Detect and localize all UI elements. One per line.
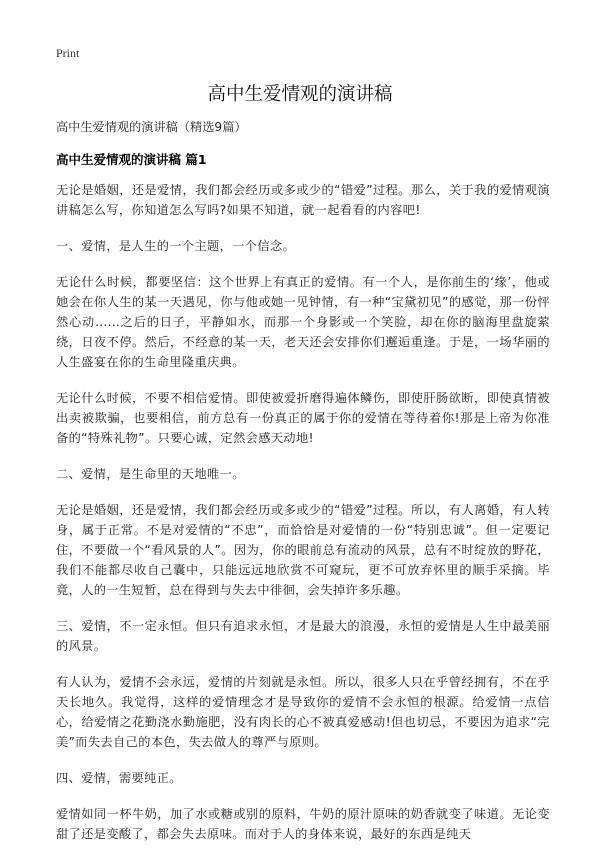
paragraph-point-2-heading: 二、爱情，是生命里的天地唯一。: [56, 467, 245, 481]
paragraph-intro: 无论是婚姻，还是爱情，我们都会经历或多或少的“错爱”过程。那么，关于我的爱情观演讲稿怎么写，你知道怎么写吗?如果不知道，就一起看看的内容吧!: [56, 183, 550, 217]
paragraph: 有人认为，爱情不会永远，爱情的片刻就是永恒。所以，很多人只在乎曾经拥有，不在乎天长地久。我觉得，这样的爱情理念才是导致你的爱情不会永恒的根源。给爱情一点信心，给爱情之花勤浇水勤施肥，没有肉长的心不被真爱感动!但也切忌，不要因为追求“完美”而失去自己的本色，失去做人的尊严与原则。: [56, 675, 550, 749]
paragraph: 无论是婚姻，还是爱情，我们都会经历或多或少的“错爱”过程。所以，有人离婚，有人转身，属于正常。不是对爱情的“不忠”，而恰恰是对爱情的一份“特别忠诚”。但一定要记住，不要做一个“看风景的人”。因为，你的眼前总有流动的风景，总有不时绽放的野花，我们不能都尽收自己囊中，只能远远地欣赏不可窥玩，更不可放弃怀里的顺手采摘。毕竟，人的一生短暂，总在得到与失去中徘徊，会失掉许多乐趣。: [56, 503, 550, 597]
paragraph-point-3-heading: 三、爱情，不一定永恒。但只有追求永恒，才是最大的浪漫，永恒的爱情是人生中最美丽的风景。: [56, 619, 550, 653]
article-body: [56, 180, 550, 860]
paragraph: 无论什么时候，都要坚信：这个世界上有真正的爱情。有一个人，是你前生的‘缘’，他或她会在你人生的某一天遇见，你与他或她一见钟情，有一种“宝黛初见”的感觉，那一份怦然心动……之后的日子，平静如水，而那一个身影或一个笑脸，却在你的脑海里盘旋萦绕，日夜不停。然后，不经意的某一天，老天还会安排你们邂逅重逢。于是，一场华丽的人生盛宴在你的生命里隆重庆典。: [56, 275, 550, 369]
paragraph-point-1-heading: 一、爱情，是人生的一个主题，一个信念。: [56, 239, 296, 253]
paragraph: 爱情如同一杯牛奶，加了水或糖或别的原料，牛奶的原汁原味的奶香就变了味道。无论变甜了还是变酸了，都会失去原味。而对于人的身体来说，最好的东西是纯天: [56, 807, 550, 841]
print-link[interactable]: Print: [56, 46, 80, 60]
page-title: 高中生爱情观的演讲稿: [207, 84, 393, 105]
document-subtitle: 高中生爱情观的演讲稿（精选9篇）: [56, 120, 247, 134]
paragraph: 无论什么时候，不要不相信爱情。即使被爱折磨得遍体鳞伤，即使肝肠欲断，即使真情被出卖被欺骗，也要相信，前方总有一份真正的属于你的爱情在等待着你!那是上帝为你准备的“特殊礼物”。只要心诚，定然会感天动地!: [56, 391, 550, 445]
paragraph-point-4-heading: 四、爱情，需要纯正。: [56, 771, 182, 785]
section-heading: 高中生爱情观的演讲稿 篇1: [56, 152, 207, 167]
